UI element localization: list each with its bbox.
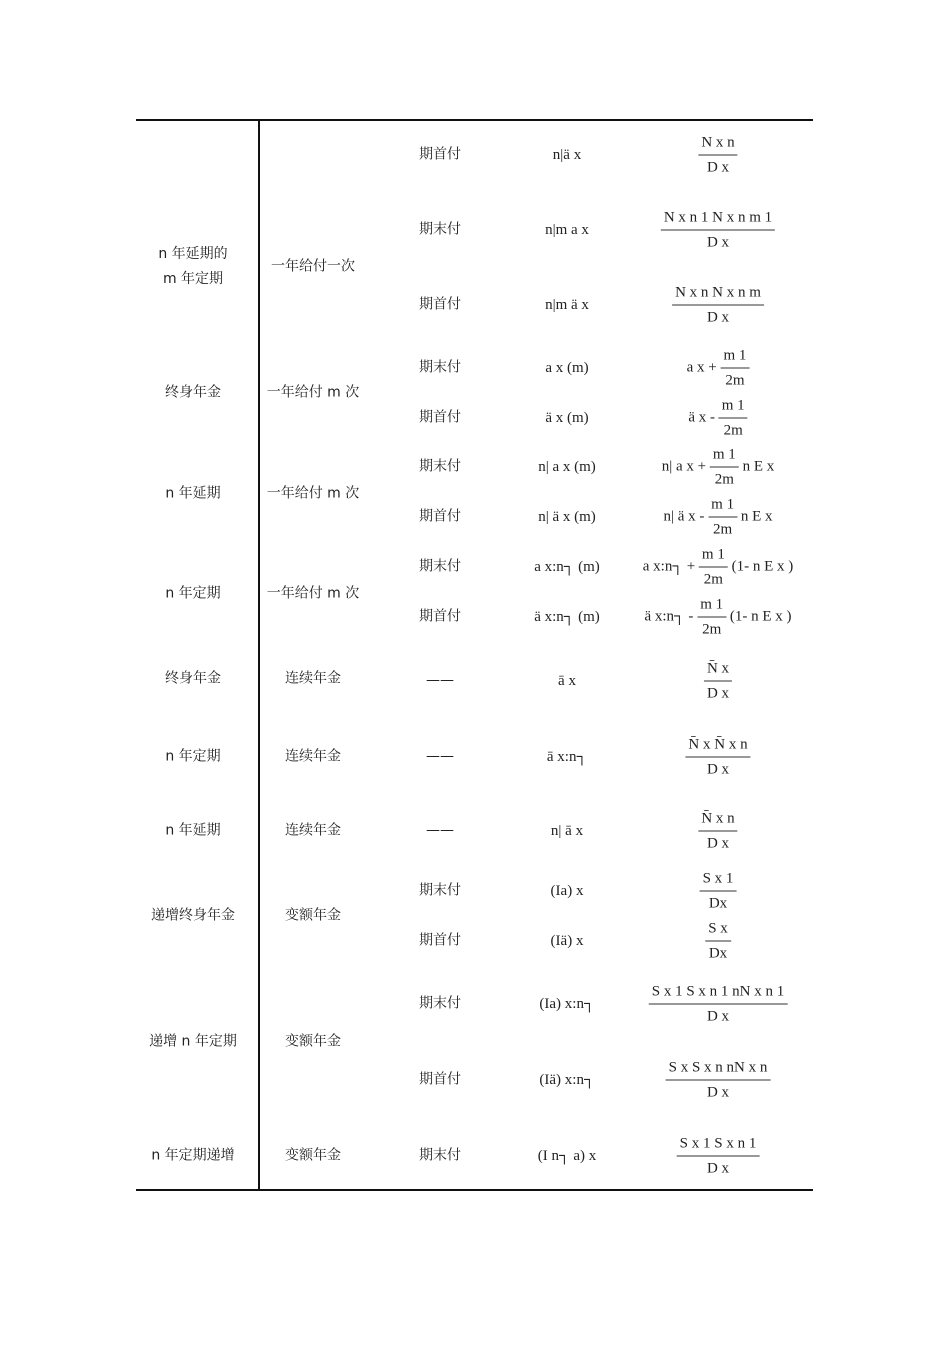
- formula-numerator: m 1: [697, 596, 726, 618]
- row-payment-frequency: 变额年金: [285, 1147, 341, 1164]
- row-payment-frequency: 一年给付 m 次: [266, 384, 360, 401]
- row-payment-frequency: 变额年金: [285, 1033, 341, 1050]
- formula-numerator: S x: [705, 920, 731, 942]
- formula-numerator: N x n N x n m: [672, 284, 764, 306]
- payment-timing: 期末付: [419, 458, 461, 475]
- formula-suffix: n E x: [738, 458, 775, 475]
- fraction: [708, 496, 737, 539]
- payment-timing: 期首付: [419, 508, 461, 525]
- row-category: n 年定期: [165, 748, 221, 765]
- annuity-symbol: ä x (m): [545, 410, 589, 426]
- formula: [685, 736, 750, 779]
- formula: [687, 347, 750, 390]
- payment-timing: ——: [426, 672, 454, 689]
- formula-numerator: m 1: [719, 397, 748, 419]
- row-category: n 年延期: [165, 822, 221, 839]
- fraction: [719, 397, 748, 440]
- annuity-symbol: ā x: [558, 673, 576, 689]
- annuity-symbol: (Ia) x: [550, 883, 584, 899]
- row-category: 递增 n 年定期: [149, 1033, 237, 1050]
- payment-timing: 期首付: [419, 1071, 461, 1088]
- formula-denominator: D x: [706, 1008, 730, 1025]
- annuity-symbol: n|ä x: [552, 147, 582, 163]
- annuity-symbol: n|m ä x: [545, 297, 589, 313]
- formula-denominator: D x: [706, 159, 730, 176]
- row-payment-frequency: 一年给付 m 次: [266, 585, 360, 602]
- formula: [698, 810, 737, 853]
- formula-numerator: N̄ x N̄ x n: [685, 736, 750, 758]
- formula-denominator: 2m: [723, 422, 743, 439]
- payment-timing: 期末付: [419, 359, 461, 376]
- formula: [644, 596, 791, 639]
- annuity-symbol: a x (m): [545, 360, 589, 376]
- row-category: n 年定期: [165, 585, 221, 602]
- payment-timing: 期末付: [419, 995, 461, 1012]
- fraction: [666, 1059, 771, 1102]
- formula-denominator: D x: [706, 1084, 730, 1101]
- table-top-rule: [136, 119, 813, 121]
- formula-numerator: S x S x n nN x n: [666, 1059, 771, 1081]
- row-payment-frequency: 一年给付 m 次: [266, 485, 360, 502]
- payment-timing: 期首付: [419, 409, 461, 426]
- fraction: [705, 920, 731, 963]
- formula: [698, 134, 737, 177]
- formula-denominator: D x: [706, 685, 730, 702]
- fraction: [677, 1135, 760, 1178]
- formula: [688, 397, 747, 440]
- formula-prefix: a x:n┐ +: [642, 558, 699, 575]
- formula-numerator: m 1: [708, 496, 737, 518]
- formula: [677, 1135, 760, 1178]
- fraction: [698, 810, 737, 853]
- formula: [664, 496, 773, 539]
- annuity-symbol: n| ä x (m): [538, 509, 596, 525]
- payment-timing: 期首付: [419, 608, 461, 625]
- formula-prefix: a x +: [686, 359, 721, 376]
- annuity-symbol: ā x:n┐: [546, 749, 588, 765]
- fraction: [704, 660, 732, 703]
- annuity-symbol: (I n┐ a) x: [537, 1148, 597, 1164]
- formula-denominator: D x: [706, 309, 730, 326]
- formula-denominator: 2m: [714, 471, 734, 488]
- formula-denominator: 2m: [725, 372, 745, 389]
- row-payment-frequency: 连续年金: [285, 748, 341, 765]
- formula-prefix: ä x:n┐ -: [644, 608, 698, 625]
- fraction: [685, 736, 750, 779]
- annuity-symbol: n|m a x: [545, 222, 589, 238]
- fraction: [697, 596, 726, 639]
- formula-prefix: ä x -: [688, 409, 719, 426]
- formula-numerator: m 1: [720, 347, 749, 369]
- formula-numerator: S x 1: [700, 870, 737, 892]
- fraction: [699, 546, 728, 589]
- formula: [700, 870, 737, 913]
- annuity-symbol: a x:n┐ (m): [534, 559, 600, 575]
- fraction: [698, 134, 737, 177]
- row-payment-frequency: 连续年金: [285, 670, 341, 687]
- formula-denominator: Dx: [708, 895, 728, 912]
- row-category: 终身年金: [165, 670, 221, 687]
- fraction: [661, 209, 775, 252]
- row-category: n 年定期递增: [151, 1147, 235, 1164]
- formula-denominator: D x: [706, 234, 730, 251]
- row-payment-frequency: 变额年金: [285, 907, 341, 924]
- table-bottom-rule: [136, 1189, 813, 1191]
- payment-timing: 期末付: [419, 558, 461, 575]
- payment-timing: 期末付: [419, 221, 461, 238]
- formula: [649, 983, 788, 1026]
- formula-numerator: S x 1 S x n 1 nN x n 1: [649, 983, 788, 1005]
- column-divider: [258, 119, 260, 1191]
- formula-numerator: N x n: [698, 134, 737, 156]
- annuity-symbol: (Ia) x:n┐: [539, 996, 595, 1012]
- formula-denominator: D x: [706, 835, 730, 852]
- payment-timing: 期首付: [419, 146, 461, 163]
- row-category: 递增终身年金: [151, 907, 235, 924]
- annuity-symbol: (Iä) x:n┐: [539, 1072, 595, 1088]
- formula-denominator: 2m: [702, 621, 722, 638]
- payment-timing: 期首付: [419, 932, 461, 949]
- annuity-symbol: n| ā x: [550, 823, 584, 839]
- formula-prefix: n| ä x -: [663, 508, 709, 525]
- fraction: [720, 347, 749, 390]
- formula: [705, 920, 731, 963]
- row-payment-frequency: 一年给付一次: [271, 258, 355, 275]
- formula: [643, 546, 794, 589]
- formula-numerator: S x 1 S x n 1: [677, 1135, 760, 1157]
- payment-timing: ——: [426, 748, 454, 765]
- formula-denominator: 2m: [703, 571, 723, 588]
- formula-numerator: m 1: [710, 446, 739, 468]
- row-payment-frequency: 连续年金: [285, 822, 341, 839]
- fraction: [710, 446, 739, 489]
- fraction: [649, 983, 788, 1026]
- formula: [672, 284, 764, 327]
- formula-numerator: N̄ x: [704, 660, 732, 682]
- formula: [661, 209, 775, 252]
- row-category: n 年延期的 m 年定期: [158, 246, 228, 287]
- row-category: 终身年金: [165, 384, 221, 401]
- formula: [662, 446, 774, 489]
- formula-numerator: N̄ x n: [698, 810, 737, 832]
- formula: [666, 1059, 771, 1102]
- formula-suffix: (1- n E x ): [726, 608, 792, 625]
- formula-denominator: 2m: [713, 521, 733, 538]
- formula-numerator: m 1: [699, 546, 728, 568]
- payment-timing: 期末付: [419, 882, 461, 899]
- payment-timing: 期末付: [419, 1147, 461, 1164]
- payment-timing: ——: [426, 822, 454, 839]
- formula-denominator: Dx: [708, 945, 728, 962]
- annuity-symbol: n| a x (m): [538, 459, 596, 475]
- formula-numerator: N x n 1 N x n m 1: [661, 209, 775, 231]
- formula-prefix: n| a x +: [661, 458, 710, 475]
- annuity-symbol: (Iä) x: [550, 933, 584, 949]
- annuity-symbol: ä x:n┐ (m): [534, 609, 600, 625]
- formula-denominator: D x: [706, 761, 730, 778]
- payment-timing: 期首付: [419, 296, 461, 313]
- formula-suffix: (1- n E x ): [727, 558, 794, 575]
- row-category: n 年延期: [165, 485, 221, 502]
- formula: [704, 660, 732, 703]
- formula-denominator: D x: [706, 1160, 730, 1177]
- fraction: [672, 284, 764, 327]
- formula-suffix: n E x: [737, 508, 773, 525]
- fraction: [700, 870, 737, 913]
